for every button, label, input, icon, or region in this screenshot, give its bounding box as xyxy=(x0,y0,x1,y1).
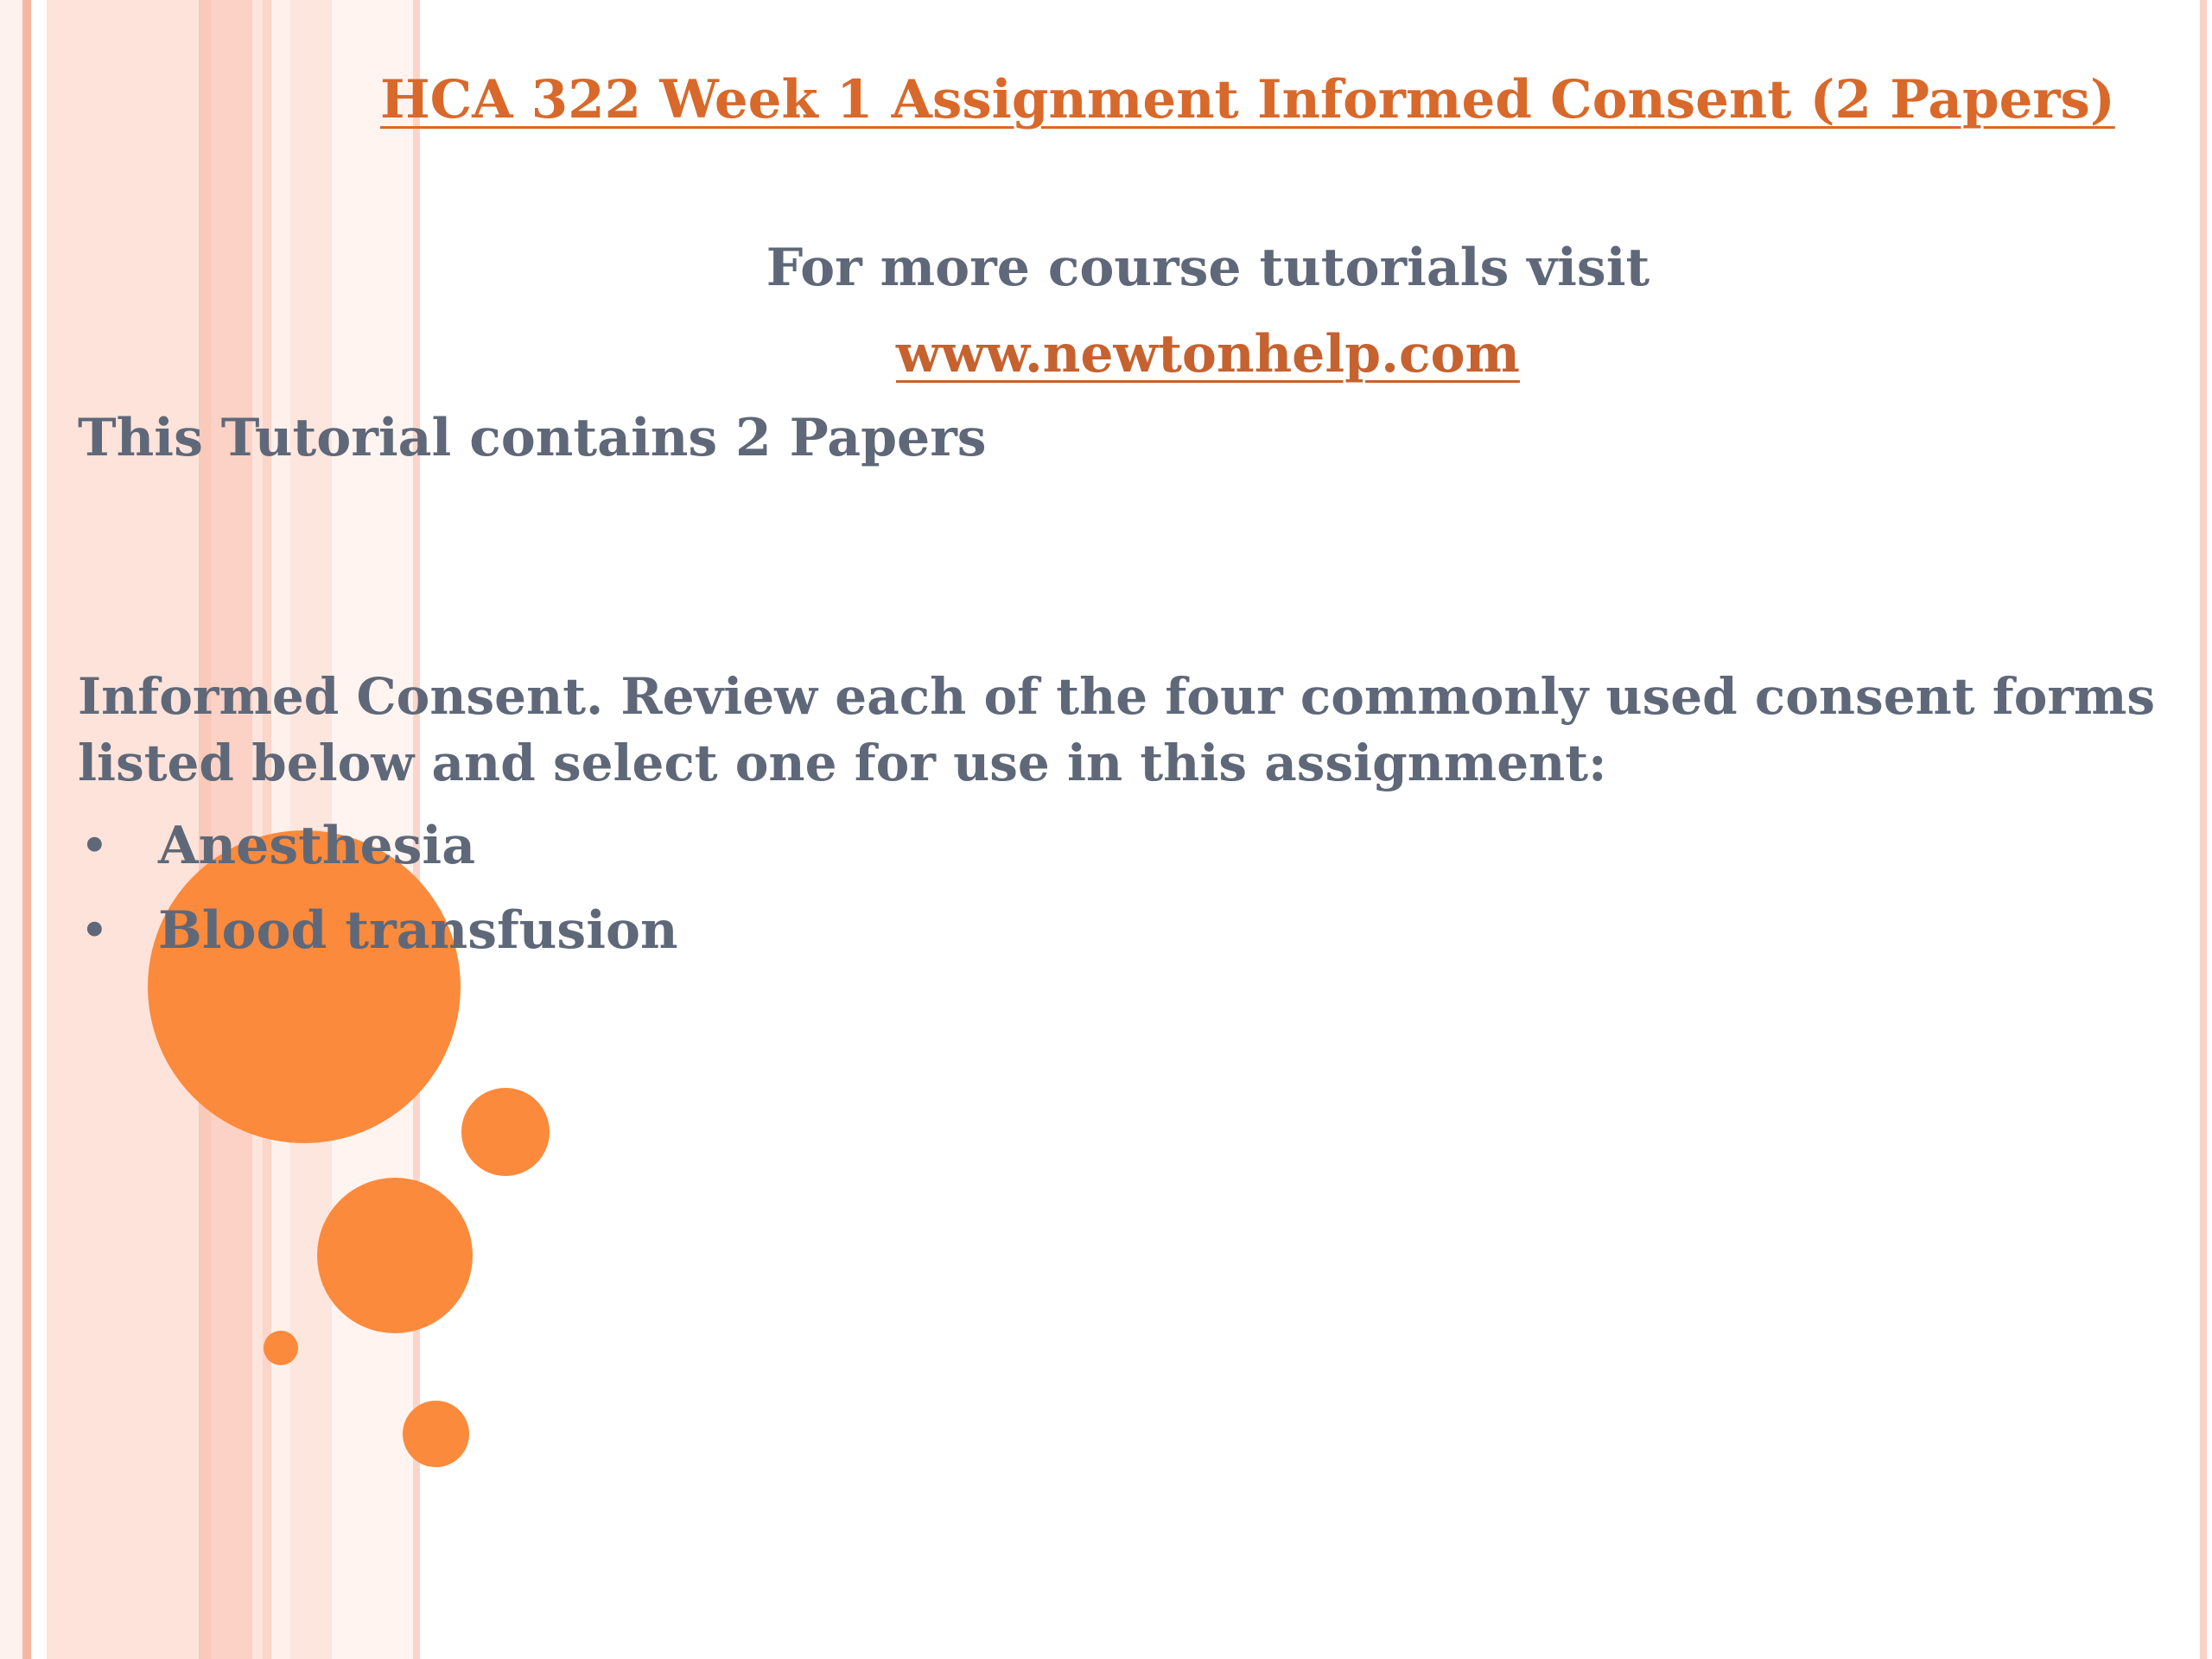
tutorial-text: This Tutorial contains 2 Papers xyxy=(78,408,987,468)
assignment-instructions: Informed Consent. Review each of the four commonly used consent forms listed below and select one for use in this assignment: xyxy=(78,667,2155,792)
consent-form-list xyxy=(78,812,678,982)
list-item: • Blood transfusion xyxy=(78,897,678,982)
website-link[interactable]: www.newtonhelp.com xyxy=(895,324,1521,385)
visit-text: For more course tutorials visit xyxy=(766,238,1650,298)
page-title[interactable]: HCA 322 Week 1 Assignment Informed Consent (2 Papers) xyxy=(380,69,2115,130)
list-item: • Anesthesia xyxy=(78,812,678,897)
